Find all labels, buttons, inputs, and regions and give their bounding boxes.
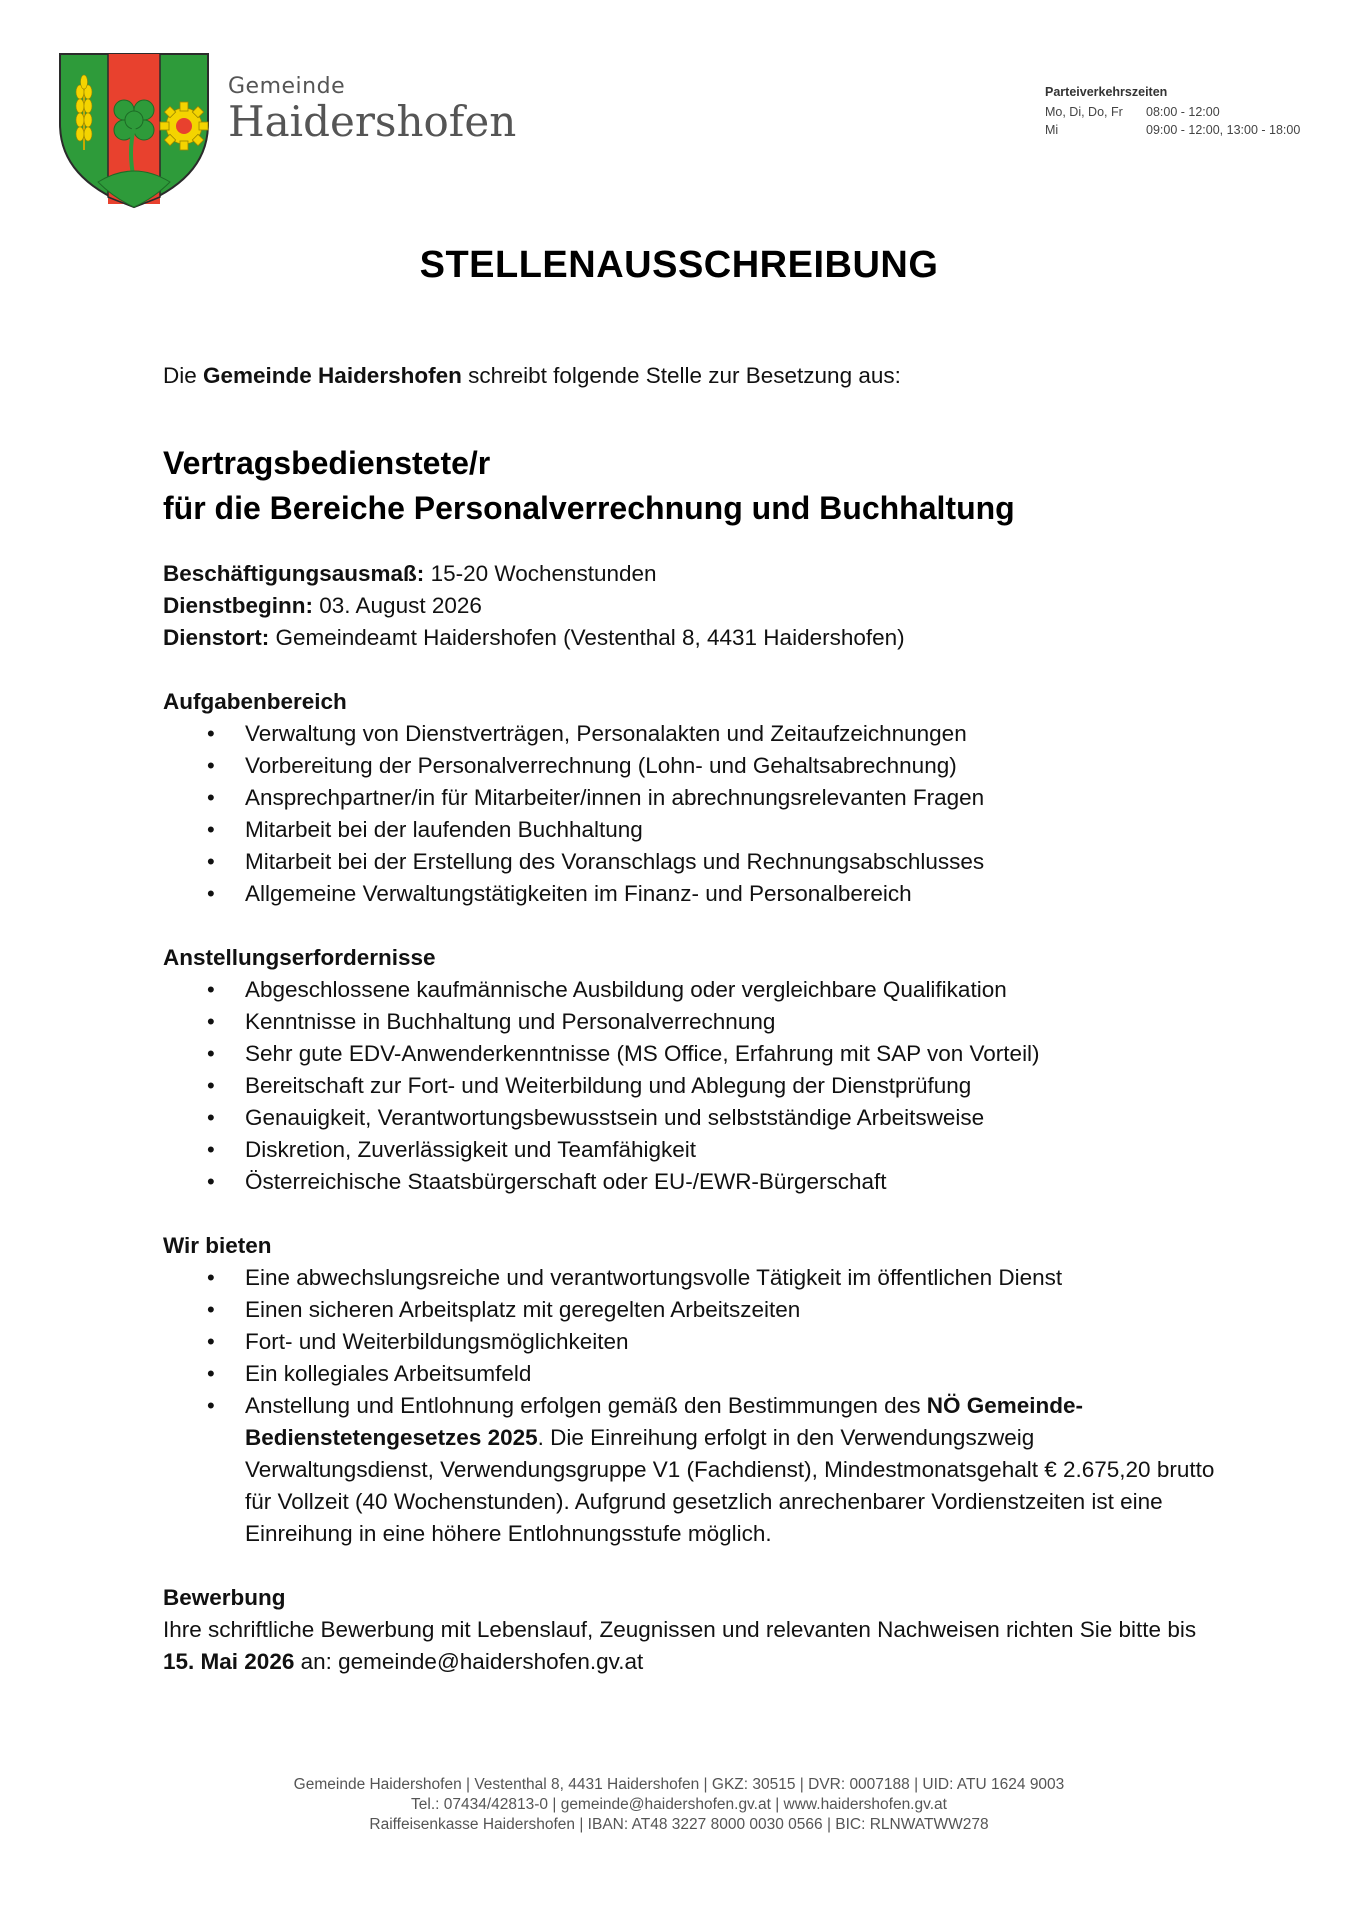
intro-post: schreibt folgende Stelle zur Besetzung aus: (461, 363, 901, 388)
fact-location (163, 622, 1223, 654)
position-title (163, 441, 1223, 531)
fact-start-date (163, 590, 1223, 622)
list-item: • Bereitschaft zur Fort- und Weiterbildung und Ablegung der Dienstprüfung (163, 1070, 1223, 1102)
fact-value: Gemeindeamt Haidershofen (Vestenthal 8, 4431 Haidershofen) (269, 625, 905, 650)
intro-paragraph (163, 360, 1223, 392)
intro-municipality: Gemeinde Haidershofen (203, 363, 462, 388)
section-requirements (163, 942, 1223, 1198)
salary-pre: Anstellung und Entlohnung erfolgen gemäß den Bestimmungen des (245, 1393, 927, 1418)
tasks-list (163, 718, 1223, 910)
office-hours-time: 08:00 - 12:00 (1146, 105, 1220, 119)
requirements-list (163, 974, 1223, 1198)
list-item: • Verwaltung von Dienstverträgen, Personalakten und Zeitaufzeichnungen (163, 718, 1223, 750)
list-item: • Ein kollegiales Arbeitsumfeld (163, 1358, 1223, 1390)
document-title: STELLENAUSSCHREIBUNG (419, 244, 939, 286)
list-item: • Allgemeine Verwaltungstätigkeiten im Finanz- und Personalbereich (163, 878, 1223, 910)
brand-big: Haidershofen (228, 97, 517, 146)
section-application (163, 1582, 1223, 1678)
municipality-wordmark (228, 74, 516, 144)
section-tasks (163, 686, 1223, 910)
list-item: • Mitarbeit bei der laufenden Buchhaltung (163, 814, 1223, 846)
list-item: • Fort- und Weiterbildungsmöglichkeiten (163, 1326, 1223, 1358)
footer-line-1: Gemeinde Haidershofen | Vestenthal 8, 4431 Haidershofen | GKZ: 30515 | DVR: 0007188 | UID: ATU 1624 9003 (293, 1776, 1065, 1793)
list-item: • Genauigkeit, Verantwortungsbewusstsein und selbstständige Arbeitsweise (163, 1102, 1223, 1134)
office-hours (1045, 83, 1300, 139)
application-text (163, 1614, 1223, 1678)
office-hours-time: 09:00 - 12:00, 13:00 - 18:00 (1146, 123, 1301, 137)
list-item: • Einen sicheren Arbeitsplatz mit geregelten Arbeitszeiten (163, 1294, 1223, 1326)
section-title: Aufgabenbereich (163, 689, 347, 714)
section-title: Wir bieten (163, 1233, 272, 1258)
office-hours-row (1045, 121, 1300, 139)
document-body (163, 360, 1223, 1678)
list-item: • Kenntnisse in Buchhaltung und Personalverrechnung (163, 1006, 1223, 1038)
office-hours-days: Mo, Di, Do, Fr (1045, 105, 1123, 119)
salary-post: . Die Einreihung erfolgt in den Verwendungszweig Verwaltungsdienst, Verwendungsgruppe V1 (Fachdienst), Mindestmonatsgehalt € 2.675,20 brutto für Vollzeit (40 Wochenstunden). Aufgrund gesetzlich anrechenbarer Vordienstzeiten ist eine Einreihung in eine höhere Entlohnungsstufe möglich. (245, 1425, 1215, 1546)
section-offer (163, 1230, 1223, 1550)
intro-pre: Die (163, 363, 204, 388)
list-item: • Ansprechpartner/in für Mitarbeiter/innen in abrechnungsrelevanten Fragen (163, 782, 1223, 814)
footer (0, 1775, 1358, 1835)
fact-label: Dienstbeginn: (163, 593, 313, 618)
section-title: Anstellungserfordernisse (163, 945, 436, 970)
position-line-1: Vertragsbedienstete/r (163, 445, 491, 481)
position-line-2: für die Bereiche Personalverrechnung und Buchhaltung (163, 490, 1015, 526)
footer-line-3: Raiffeisenkasse Haidershofen | IBAN: AT48 3227 8000 0030 0566 | BIC: RLNWATWW278 (369, 1816, 989, 1833)
fact-label: Beschäftigungsausmaß: (163, 561, 425, 586)
list-item: • Abgeschlossene kaufmännische Ausbildung oder vergleichbare Qualifikation (163, 974, 1223, 1006)
footer-line-2: Tel.: 07434/42813-0 | gemeinde@haidershofen.gv.at | www.haidershofen.gv.at (411, 1796, 947, 1813)
fact-value: 15-20 Wochenstunden (424, 561, 657, 586)
job-facts (163, 558, 1223, 654)
application-deadline: 15. Mai 2026 (163, 1649, 295, 1674)
list-item (163, 1390, 1223, 1550)
list-item: • Mitarbeit bei der Erstellung des Voranschlags und Rechnungsabschlusses (163, 846, 1223, 878)
office-hours-days: Mi (1045, 123, 1059, 137)
fact-label: Dienstort: (163, 625, 270, 650)
list-item: • Eine abwechslungsreiche und verantwortungsvolle Tätigkeit im öffentlichen Dienst (163, 1262, 1223, 1294)
fact-employment-scope (163, 558, 1223, 590)
list-item: • Österreichische Staatsbürgerschaft oder EU-/EWR-Bürgerschaft (163, 1166, 1223, 1198)
list-item: • Vorbereitung der Personalverrechnung (Lohn- und Gehaltsabrechnung) (163, 750, 1223, 782)
section-title: Bewerbung (163, 1585, 286, 1610)
crest-logo (58, 52, 210, 209)
list-item: • Diskretion, Zuverlässigkeit und Teamfähigkeit (163, 1134, 1223, 1166)
brand-small: Gemeinde (228, 74, 346, 99)
office-hours-title: Parteiverkehrszeiten (1045, 85, 1168, 99)
application-post: an: gemeinde@haidershofen.gv.at (294, 1649, 644, 1674)
office-hours-row (1045, 103, 1300, 121)
list-item: • Sehr gute EDV-Anwenderkenntnisse (MS Office, Erfahrung mit SAP von Vorteil) (163, 1038, 1223, 1070)
offer-list (163, 1262, 1223, 1550)
application-pre: Ihre schriftliche Bewerbung mit Lebenslauf, Zeugnissen und relevanten Nachweisen richten Sie bitte bis (163, 1617, 1197, 1642)
salary-law: NÖ Gemeinde-Bedienstetengesetzes 2025 (245, 1393, 1083, 1450)
fact-value: 03. August 2026 (313, 593, 482, 618)
